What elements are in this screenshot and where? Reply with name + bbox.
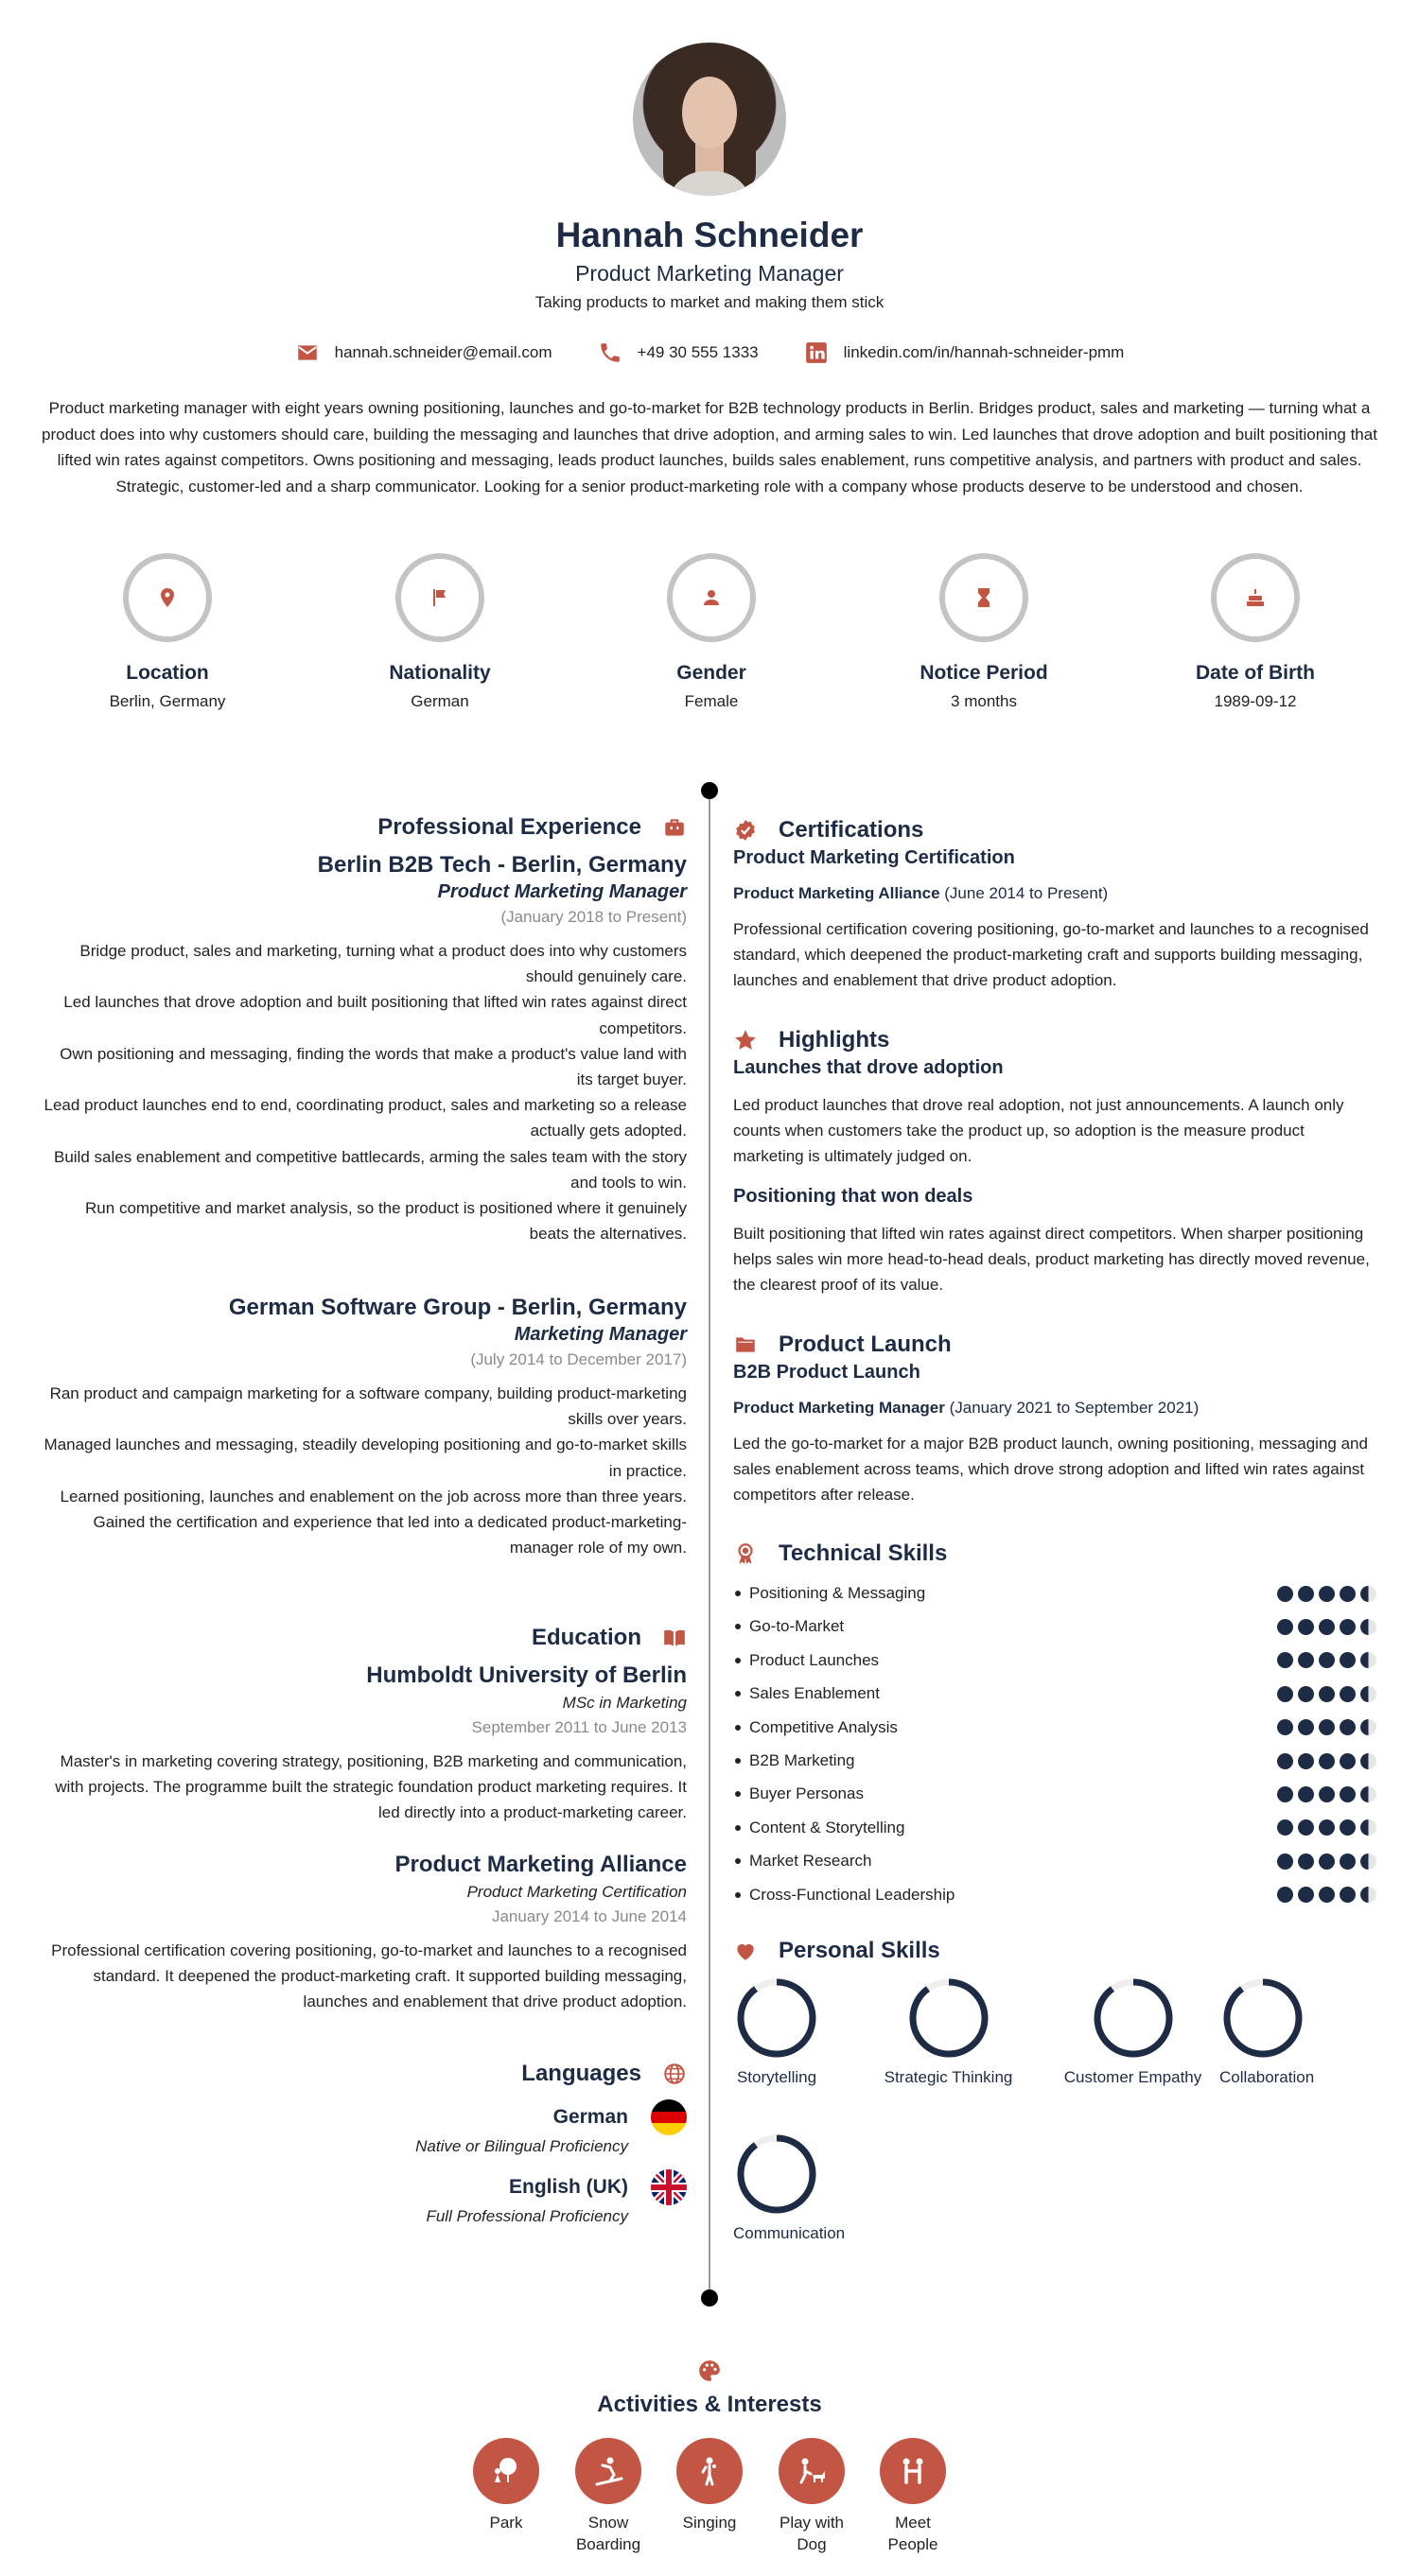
rating-dot	[1277, 1652, 1293, 1668]
launch-description: Led the go-to-market for a major B2B product launch, owning positioning, messaging and sales enablement across teams, which drove strong adoption and lifted win rates against competitors after release.	[733, 1435, 1368, 1505]
personal-skill	[733, 1976, 820, 2088]
hourglass-icon	[972, 586, 995, 609]
fact-notice-period: Notice Period 3 months	[870, 553, 1097, 712]
personal-skill-name: Customer Empathy	[1063, 2068, 1202, 2086]
skill-row	[733, 1816, 1376, 1840]
edu-date: January 2014 to June 2014	[491, 1906, 687, 1925]
skill-rating	[1277, 1686, 1376, 1702]
activities-heading: Activities & Interests	[597, 2392, 822, 2417]
edu-date: September 2011 to June 2013	[471, 1718, 687, 1736]
rating-dot	[1277, 1854, 1293, 1870]
skill-ring	[907, 1976, 990, 2060]
rating-dot	[1319, 1753, 1335, 1769]
skill-ring-fill	[1227, 1982, 1299, 2054]
rating-dot	[1340, 1586, 1356, 1602]
personal-skill-name: Collaboration	[1219, 2068, 1315, 2086]
skill-rating	[1277, 1819, 1376, 1836]
skill-ring-fill	[1097, 1982, 1169, 2054]
skill-rating	[1277, 1887, 1376, 1903]
globe-icon	[662, 2062, 687, 2086]
skill-ring-fill	[913, 1982, 985, 2054]
launch-meta: Product Marketing Manager (January 2021 to September 2021)	[733, 1399, 1200, 1417]
rating-dot	[1298, 1887, 1314, 1903]
book-icon	[662, 1626, 687, 1650]
job-date: (July 2014 to December 2017)	[470, 1350, 687, 1368]
activity-snow-boarding: Snow Boarding	[566, 2438, 651, 2555]
certification-meta: Product Marketing Alliance (June 2014 to Present)	[733, 884, 1109, 902]
person-icon	[700, 586, 723, 609]
edu-description: Professional certification covering positioning, go-to-market and launches to a recognised standard. It deepened the product-marketing craft. It supported building messaging, launches and enablement that drive product adoption.	[51, 1941, 687, 2011]
job-company: Berlin B2B Tech - Berlin, Germany	[317, 852, 687, 878]
rating-dot	[1319, 1819, 1335, 1836]
product-launch-section	[733, 1331, 1376, 1508]
rating-dot	[1319, 1619, 1335, 1635]
skill-ring	[735, 1976, 818, 2060]
timeline-line	[709, 790, 710, 2297]
rating-dot	[1360, 1619, 1376, 1635]
personal-skills-heading: Personal Skills	[779, 1938, 940, 1963]
experience-heading: Professional Experience	[377, 814, 641, 840]
personal-skill-name: Communication	[733, 2224, 846, 2242]
job-bullet: Learned positioning, launches and enablement on the job across more than three years.	[60, 1487, 687, 1506]
personal-skill	[733, 2132, 846, 2244]
job-bullet: Led launches that drove adoption and built positioning that lifted win rates against direct competitors.	[63, 993, 687, 1037]
skill-ring	[1221, 1976, 1305, 2060]
skill-rating	[1277, 1753, 1376, 1769]
job-bullet: Run competitive and market analysis, so the product is positioned where it genuinely beats the alternatives.	[85, 1199, 687, 1244]
job-bullets	[42, 1381, 687, 1560]
highlights-section	[733, 1026, 1376, 1297]
personal-skill-name: Storytelling	[736, 2068, 817, 2086]
skill-rating	[1277, 1652, 1376, 1668]
highlights-heading: Highlights	[779, 1027, 890, 1053]
skill-name: B2B Marketing	[749, 1751, 855, 1769]
heart-icon	[733, 1939, 758, 1963]
skill-row	[733, 1782, 1376, 1806]
contact-phone-text: +49 30 555 1333	[637, 343, 759, 361]
job-bullet: Lead product launches end to end, coordinating product, sales and marketing so a release actually gets adopted.	[44, 1096, 687, 1140]
rating-dot	[1360, 1586, 1376, 1602]
job-bullet: Managed launches and messaging, steadily developing positioning and go-to-market skills in practice.	[44, 1436, 687, 1480]
rating-dot	[1298, 1819, 1314, 1836]
personal-skill-name: Strategic Thinking	[884, 2068, 1013, 2086]
skill-ring	[1092, 1976, 1175, 2060]
rating-dot	[1277, 1786, 1293, 1802]
language-name: English (UK)	[509, 2176, 628, 2198]
rating-dot	[1298, 1854, 1314, 1870]
rating-dot	[1298, 1786, 1314, 1802]
skill-name: Market Research	[749, 1852, 872, 1871]
education-section	[42, 1624, 687, 2014]
language-item	[42, 2099, 687, 2158]
rating-dot	[1277, 1686, 1293, 1702]
job-company: German Software Group - Berlin, Germany	[228, 1295, 687, 1320]
snowboarding-icon	[589, 2452, 627, 2490]
rating-dot	[1340, 1619, 1356, 1635]
skill-ring	[735, 2132, 818, 2216]
language-level: Full Professional Proficiency	[426, 2207, 628, 2225]
rating-dot	[1298, 1652, 1314, 1668]
skill-ring-fill	[741, 2138, 813, 2210]
rating-dot	[1340, 1753, 1356, 1769]
job-date: (January 2018 to Present)	[500, 908, 687, 926]
palette-icon	[697, 2358, 722, 2383]
rating-dot	[1319, 1854, 1335, 1870]
edu-institution: Product Marketing Alliance	[394, 1851, 687, 1877]
skill-name: Buyer Personas	[749, 1784, 864, 1803]
award-ribbon-icon	[733, 1541, 758, 1566]
skill-name: Go-to-Market	[749, 1617, 845, 1636]
edu-degree: Product Marketing Certification	[466, 1882, 687, 1901]
job-bullet: Own positioning and messaging, finding the words that make a product's value land with its target buyer.	[60, 1044, 687, 1089]
phone-icon	[598, 340, 622, 365]
job-bullets	[42, 938, 687, 1246]
profile-summary: Product marketing manager with eight years owning positioning, launches and go-to-market for B2B technology products in Berlin. Bridges product, sales and marketing — turning what a product does into why customers should care, building the messaging and launches that drive adoption, and arming sales to win. Led launches that drove adoption and built positioning that lifted win rates against competitors. Owns positioning and messaging, leads product launches, builds sales enablement, runs competitive analysis, and partners with product and sales. Strategic, customer-led and a sharp communicator. Looking for a senior product-marketing role with a company whose products deserve to be understood and chosen.	[42, 399, 1377, 496]
fact-nationality: Nationality German	[326, 553, 553, 712]
skill-row	[733, 1681, 1376, 1706]
skill-name: Sales Enablement	[749, 1684, 880, 1703]
skill-rating	[1277, 1854, 1376, 1870]
job-bullet: Gained the certification and experience that led into a dedicated product-marketing-manager role of my own.	[93, 1513, 687, 1558]
technical-skills-heading: Technical Skills	[779, 1540, 948, 1566]
activity-park: Park	[464, 2438, 549, 2533]
briefcase-icon	[662, 815, 687, 840]
rating-dot	[1277, 1619, 1293, 1635]
linkedin-icon	[804, 340, 829, 365]
rating-dot	[1298, 1719, 1314, 1735]
skill-row	[733, 1614, 1376, 1639]
job-role: Marketing Manager	[514, 1324, 687, 1345]
edu-institution: Humboldt University of Berlin	[366, 1662, 687, 1688]
experience-section	[42, 813, 687, 842]
rating-dot	[1319, 1652, 1335, 1668]
fact-date-of-birth: Date of Birth 1989-09-12	[1142, 553, 1369, 712]
skill-name: Cross-Functional Leadership	[749, 1885, 955, 1904]
rating-dot	[1360, 1786, 1376, 1802]
fact-gender: Gender Female	[598, 553, 825, 712]
job-bullet: Ran product and campaign marketing for a software company, building product-marketing skills over years.	[49, 1384, 687, 1429]
edu-degree: MSc in Marketing	[562, 1694, 687, 1712]
languages-section	[42, 2060, 687, 2228]
timeline-dot-bottom	[701, 2289, 718, 2306]
flag-icon	[429, 586, 451, 609]
rating-dot	[1360, 1686, 1376, 1702]
contact-bar	[0, 340, 1419, 365]
rating-dot	[1298, 1586, 1314, 1602]
contact-phone[interactable]	[598, 340, 759, 365]
activity-singing: Singing	[667, 2438, 752, 2533]
candidate-tagline: Taking products to market and making them stick	[534, 293, 885, 311]
rating-dot	[1298, 1686, 1314, 1702]
rating-dot	[1319, 1786, 1335, 1802]
language-name: German	[552, 2106, 628, 2128]
contact-linkedin-text: linkedin.com/in/hannah-schneider-pmm	[843, 343, 1125, 361]
skill-rating	[1277, 1619, 1376, 1635]
germany-flag-icon	[651, 2099, 687, 2135]
technical-skills-section	[733, 1540, 1376, 1568]
certification-title: Product Marketing Certification	[733, 847, 1015, 868]
rating-dot	[1340, 1887, 1356, 1903]
skill-name: Positioning & Messaging	[749, 1584, 926, 1602]
job-bullet: Bridge product, sales and marketing, turning what a product does into why customers should genuinely care.	[79, 942, 687, 986]
candidate-title: Product Marketing Manager	[575, 261, 844, 286]
launch-title: B2B Product Launch	[733, 1362, 920, 1383]
skill-rating	[1277, 1719, 1376, 1735]
product-launch-heading: Product Launch	[779, 1332, 952, 1357]
highlight-description: Led product launches that drove real adoption, not just announcements. A launch only counts when customers take the product up, so adoption is the measure product marketing is ultimately judged on.	[733, 1096, 1344, 1166]
job-entry	[42, 1294, 687, 1560]
job-bullet: Build sales enablement and competitive battlecards, arming the sales team with the story and tools to win.	[53, 1147, 687, 1192]
skill-name: Content & Storytelling	[749, 1818, 905, 1836]
skill-row	[733, 1883, 1376, 1907]
rating-dot	[1277, 1819, 1293, 1836]
people-icon	[894, 2452, 932, 2490]
fact-location: Location Berlin, Germany	[54, 553, 281, 712]
rating-dot	[1277, 1586, 1293, 1602]
contact-email[interactable]	[295, 340, 552, 365]
edu-description: Master's in marketing covering strategy, positioning, B2B marketing and communication, with projects. The programme built the strategic foundation product marketing requires. It led directly into a product-marketing career.	[55, 1752, 687, 1822]
personal-skills-list	[733, 1976, 1376, 2260]
rating-dot	[1319, 1686, 1335, 1702]
contact-email-text: hannah.schneider@email.com	[334, 343, 552, 361]
rating-dot	[1319, 1719, 1335, 1735]
skill-row	[733, 1849, 1376, 1873]
personal-skill	[1219, 1976, 1315, 2088]
rating-dot	[1277, 1753, 1293, 1769]
skill-row	[733, 1581, 1376, 1606]
job-entry	[42, 851, 687, 1246]
rating-dot	[1360, 1854, 1376, 1870]
park-icon	[487, 2452, 525, 2490]
skill-name: Competitive Analysis	[749, 1717, 898, 1736]
mail-icon	[295, 340, 320, 365]
cake-icon	[1244, 586, 1267, 609]
rating-dot	[1277, 1719, 1293, 1735]
rating-dot	[1340, 1686, 1356, 1702]
rating-dot	[1340, 1819, 1356, 1836]
rating-dot	[1360, 1887, 1376, 1903]
personal-skill	[1060, 1976, 1206, 2088]
rating-dot	[1340, 1854, 1356, 1870]
activity-play-with-dog: Play with Dog	[769, 2438, 854, 2555]
rating-dot	[1319, 1586, 1335, 1602]
languages-heading: Languages	[521, 2061, 641, 2086]
skill-name: Product Launches	[749, 1650, 880, 1669]
dog-icon	[793, 2452, 831, 2490]
rating-dot	[1277, 1887, 1293, 1903]
job-role: Product Marketing Manager	[437, 881, 687, 902]
rating-dot	[1298, 1753, 1314, 1769]
candidate-name: Hannah Schneider	[555, 216, 864, 254]
personal-skill	[880, 1976, 1017, 2088]
activity-meet-people: Meet People	[870, 2438, 955, 2555]
highlight-title: Launches that drove adoption	[733, 1057, 1004, 1078]
map-pin-icon	[156, 586, 179, 609]
education-item	[42, 1851, 687, 2015]
certification-description: Professional certification covering positioning, go-to-market and launches to a recognised standard, which deepened the product-marketing craft and supports building messaging, launches and enablement that drive product adoption.	[733, 920, 1369, 990]
certificate-badge-icon	[733, 818, 758, 843]
resume-header	[0, 43, 1419, 313]
highlight-description: Built positioning that lifted win rates against direct competitors. When sharper positioning helps sales win more head-to-head deals, product marketing has directly moved revenue, the clearest proof of its value.	[733, 1224, 1370, 1295]
rating-dot	[1340, 1719, 1356, 1735]
timeline-dot-top	[701, 782, 718, 799]
highlight-title: Positioning that won deals	[733, 1185, 973, 1207]
contact-linkedin[interactable]	[804, 340, 1125, 365]
rating-dot	[1298, 1619, 1314, 1635]
language-level: Native or Bilingual Proficiency	[415, 2137, 628, 2155]
education-heading: Education	[531, 1625, 641, 1650]
personal-skills-section	[733, 1937, 1376, 1965]
profile-photo	[633, 43, 786, 196]
certifications-section	[733, 816, 1376, 994]
rating-dot	[1360, 1819, 1376, 1836]
rating-dot	[1340, 1652, 1356, 1668]
rating-dot	[1340, 1786, 1356, 1802]
skill-row	[733, 1749, 1376, 1773]
skill-row	[733, 1715, 1376, 1740]
skill-row	[733, 1648, 1376, 1673]
rating-dot	[1319, 1887, 1335, 1903]
skill-ring-fill	[741, 1982, 813, 2054]
folders-icon	[733, 1332, 758, 1357]
skill-rating	[1277, 1786, 1376, 1802]
uk-flag-icon	[651, 2169, 687, 2205]
rating-dot	[1360, 1719, 1376, 1735]
language-item	[42, 2169, 687, 2228]
technical-skills-list	[733, 1581, 1376, 1922]
education-item	[42, 1662, 687, 1826]
certifications-heading: Certifications	[779, 817, 924, 843]
singing-icon	[691, 2452, 728, 2490]
skill-rating	[1277, 1586, 1376, 1602]
rating-dot	[1360, 1753, 1376, 1769]
star-icon	[733, 1028, 758, 1053]
rating-dot	[1360, 1652, 1376, 1668]
